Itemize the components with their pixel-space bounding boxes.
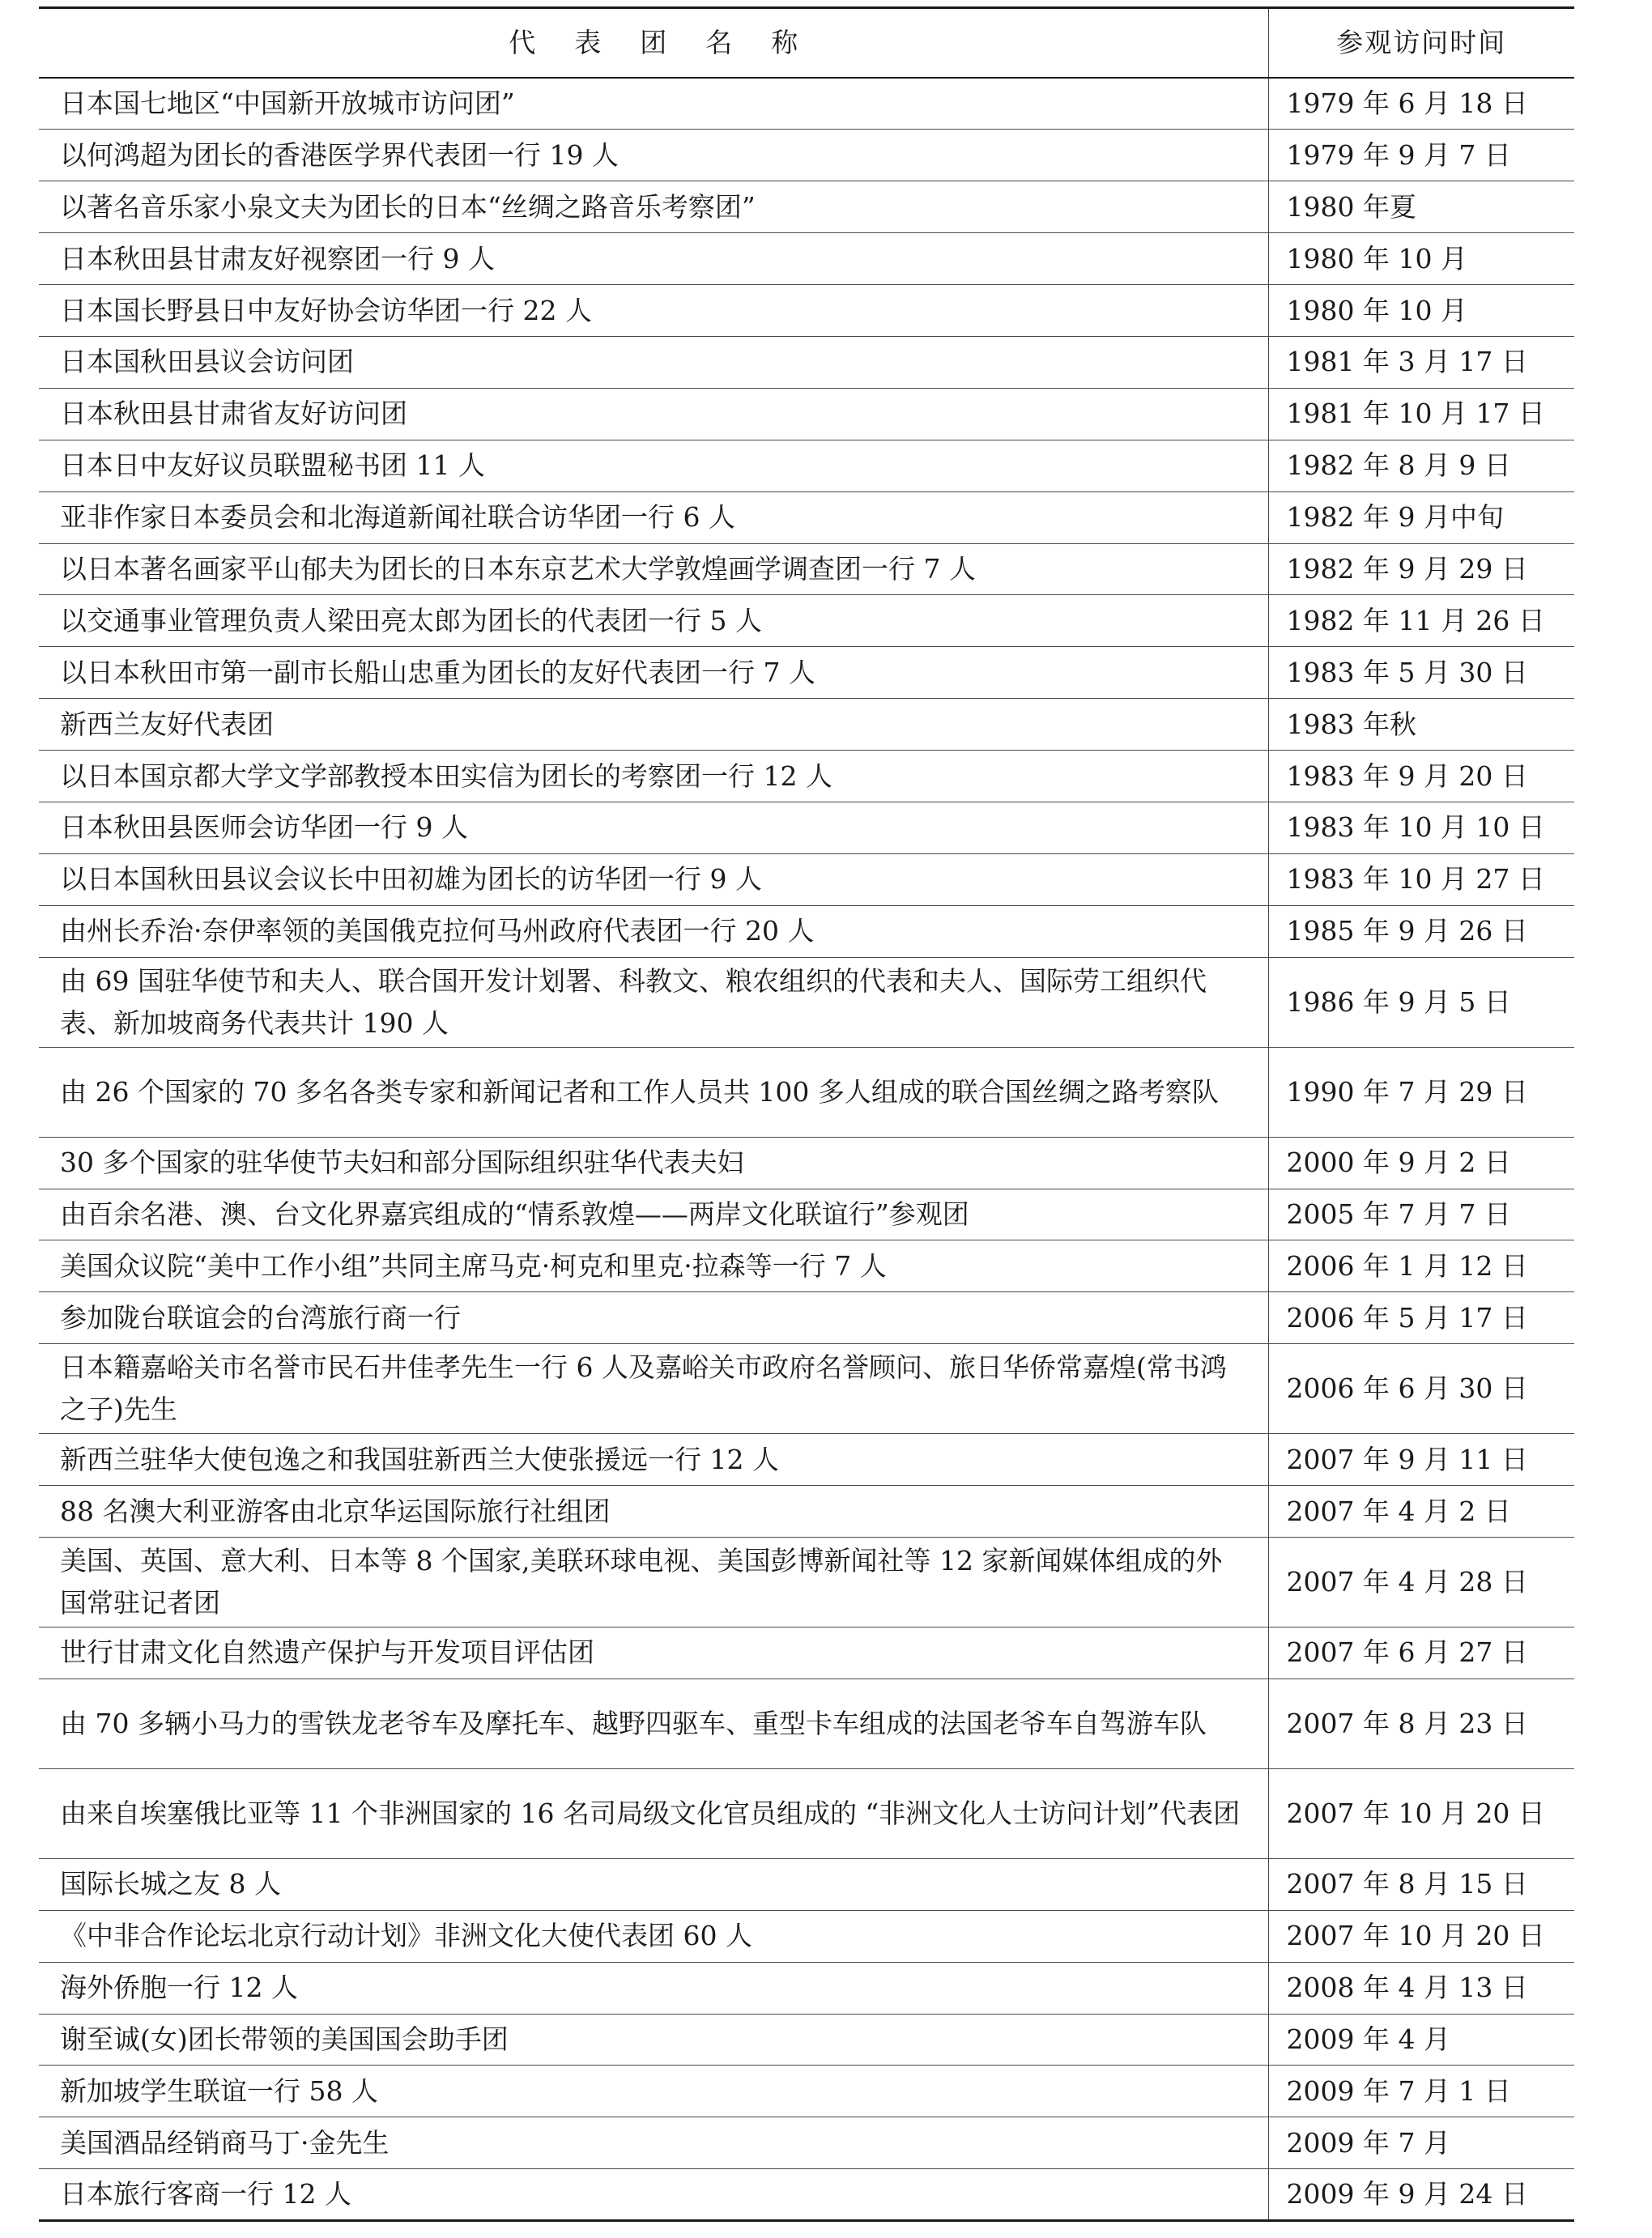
visit-date-cell: 1982 年 11 月 26 日 xyxy=(1286,604,1545,636)
visit-date-cell: 1980 年 10 月 xyxy=(1286,294,1467,326)
visit-date-cell: 1985 年 9 月 26 日 xyxy=(1286,915,1528,947)
delegation-name-cell: 由 70 多辆小马力的雪铁龙老爷车及摩托车、越野四驱车、重型卡车组成的法国老爷车自驾游车队 xyxy=(39,1678,1268,1768)
visit-date-cell: 2007 年 10 月 20 日 xyxy=(1286,1920,1545,1952)
visit-date-cell: 1979 年 6 月 18 日 xyxy=(1286,87,1528,120)
delegation-name-cell: 世行甘肃文化自然遗产保护与开发项目评估团 xyxy=(39,1627,1268,1678)
delegation-name-cell: 新西兰友好代表团 xyxy=(39,699,1268,751)
table-row xyxy=(39,802,1574,853)
table-row xyxy=(39,1537,1574,1627)
visit-date-cell: 1980 年 10 月 xyxy=(1286,242,1467,274)
table-row xyxy=(39,1678,1574,1768)
delegation-name-cell: 以日本国京都大学文学部教授本田实信为团长的考察团一行 12 人 xyxy=(39,751,1268,802)
visit-date-cell: 1983 年秋 xyxy=(1286,708,1416,740)
visit-date-cell: 2007 年 9 月 11 日 xyxy=(1286,1443,1528,1475)
table-row xyxy=(39,130,1574,181)
delegation-name-cell: 日本秋田县医师会访华团一行 9 人 xyxy=(39,802,1268,853)
delegation-name-cell: 日本旅行客商一行 12 人 xyxy=(39,2169,1268,2221)
delegation-name-cell: 美国众议院“美中工作小组”共同主席马克·柯克和里克·拉森等一行 7 人 xyxy=(39,1240,1268,1292)
table-row xyxy=(39,336,1574,388)
visit-date-cell: 2000 年 9 月 2 日 xyxy=(1286,1147,1511,1179)
table-row xyxy=(39,388,1574,440)
visit-date-cell: 2007 年 10 月 20 日 xyxy=(1286,1797,1545,1829)
visit-date-cell: 2006 年 1 月 12 日 xyxy=(1286,1249,1528,1282)
visit-date-cell: 1981 年 3 月 17 日 xyxy=(1286,346,1528,378)
visit-date-cell: 1980 年夏 xyxy=(1286,190,1416,223)
table-row xyxy=(39,543,1574,595)
delegation-name-cell: 由 69 国驻华使节和夫人、联合国开发计划署、科教文、粮农组织的代表和夫人、国际劳工组织代表、新加坡商务代表共计 190 人 xyxy=(39,957,1268,1047)
visit-date-cell: 1986 年 9 月 5 日 xyxy=(1286,985,1511,1018)
document-page xyxy=(39,6,1574,2222)
visit-date-cell: 2009 年 4 月 xyxy=(1286,2023,1450,2055)
table-row xyxy=(39,905,1574,957)
delegation-name-cell: 新西兰驻华大使包逸之和我国驻新西兰大使张援远一行 12 人 xyxy=(39,1434,1268,1486)
delegation-name-cell: 国际长城之友 8 人 xyxy=(39,1858,1268,1910)
visit-date-cell: 1983 年 10 月 27 日 xyxy=(1286,863,1545,896)
table-row xyxy=(39,1768,1574,1858)
visit-date-cell: 1983 年 9 月 20 日 xyxy=(1286,759,1528,792)
table-row xyxy=(39,2117,1574,2169)
visit-date-cell: 2009 年 7 月 1 日 xyxy=(1286,2074,1511,2107)
delegation-name-cell: 谢至诚(女)团长带领的美国国会助手团 xyxy=(39,2014,1268,2066)
visit-date-cell: 1983 年 5 月 30 日 xyxy=(1286,656,1528,688)
table-row xyxy=(39,699,1574,751)
visit-date-cell: 1982 年 9 月 29 日 xyxy=(1286,552,1528,585)
delegation-name-cell: 以交通事业管理负责人梁田亮太郎为团长的代表团一行 5 人 xyxy=(39,595,1268,647)
delegation-table xyxy=(39,6,1574,2222)
visit-date-cell: 2009 年 9 月 24 日 xyxy=(1286,2178,1528,2210)
table-row xyxy=(39,957,1574,1047)
delegation-name-cell: 30 多个国家的驻华使节夫妇和部分国际组织驻华代表夫妇 xyxy=(39,1137,1268,1189)
table-row xyxy=(39,78,1574,130)
table-row xyxy=(39,751,1574,802)
table-row xyxy=(39,1240,1574,1292)
visit-date-cell: 2008 年 4 月 13 日 xyxy=(1286,1972,1528,2004)
table-row xyxy=(39,1486,1574,1538)
delegation-name-cell: 《中非合作论坛北京行动计划》非洲文化大使代表团 60 人 xyxy=(39,1910,1268,1962)
delegation-name-cell: 日本国七地区“中国新开放城市访问团” xyxy=(39,78,1268,130)
visit-date-cell: 1982 年 9 月中旬 xyxy=(1286,501,1504,534)
delegation-name-cell: 由 26 个国家的 70 多名各类专家和新闻记者和工作人员共 100 多人组成的联合国丝绸之路考察队 xyxy=(39,1047,1268,1137)
visit-date-cell: 2005 年 7 月 7 日 xyxy=(1286,1198,1511,1230)
delegation-name-cell: 日本国秋田县议会访问团 xyxy=(39,336,1268,388)
table-row xyxy=(39,2014,1574,2066)
table-row xyxy=(39,595,1574,647)
visit-date-cell: 2007 年 8 月 15 日 xyxy=(1286,1868,1528,1900)
delegation-name-cell: 亚非作家日本委员会和北海道新闻社联合访华团一行 6 人 xyxy=(39,491,1268,543)
header-visit-time: 参观访问时间 xyxy=(1336,27,1507,58)
header-delegation-name: 代表团名称 xyxy=(39,8,1268,79)
visit-date-cell: 2006 年 6 月 30 日 xyxy=(1286,1372,1528,1405)
table-row xyxy=(39,647,1574,699)
delegation-name-cell: 海外侨胞一行 12 人 xyxy=(39,1962,1268,2014)
table-row xyxy=(39,1627,1574,1678)
delegation-name-cell: 以著名音乐家小泉文夫为团长的日本“丝绸之路音乐考察团” xyxy=(39,181,1268,233)
table-row xyxy=(39,1047,1574,1137)
delegation-name-cell: 以日本国秋田县议会议长中田初雄为团长的访华团一行 9 人 xyxy=(39,853,1268,905)
visit-date-cell: 1990 年 7 月 29 日 xyxy=(1286,1075,1528,1108)
visit-date-cell: 1982 年 8 月 9 日 xyxy=(1286,449,1511,482)
visit-date-cell: 2007 年 6 月 27 日 xyxy=(1286,1636,1528,1669)
table-row xyxy=(39,181,1574,233)
delegation-name-cell: 日本日中友好议员联盟秘书团 11 人 xyxy=(39,440,1268,491)
table-row xyxy=(39,1344,1574,1434)
delegation-name-cell: 日本秋田县甘肃友好视察团一行 9 人 xyxy=(39,233,1268,285)
delegation-name-cell: 以何鸿超为团长的香港医学界代表团一行 19 人 xyxy=(39,130,1268,181)
visit-date-cell: 2009 年 7 月 xyxy=(1286,2126,1450,2159)
table-row xyxy=(39,2169,1574,2221)
table-row xyxy=(39,285,1574,337)
visit-date-cell: 2007 年 8 月 23 日 xyxy=(1286,1707,1528,1739)
table-row xyxy=(39,1858,1574,1910)
visit-date-cell: 2007 年 4 月 2 日 xyxy=(1286,1495,1511,1527)
delegation-name-cell: 以日本秋田市第一副市长船山忠重为团长的友好代表团一行 7 人 xyxy=(39,647,1268,699)
delegation-name-cell: 参加陇台联谊会的台湾旅行商一行 xyxy=(39,1292,1268,1344)
table-row xyxy=(39,233,1574,285)
delegation-name-cell: 日本籍嘉峪关市名誉市民石井佳孝先生一行 6 人及嘉峪关市政府名誉顾问、旅日华侨常嘉煌(常书鸿之子)先生 xyxy=(39,1344,1268,1434)
table-header xyxy=(39,8,1574,79)
delegation-name-cell: 由来自埃塞俄比亚等 11 个非洲国家的 16 名司局级文化官员组成的 “非洲文化人士访问计划”代表团 xyxy=(39,1768,1268,1858)
table-row xyxy=(39,2066,1574,2117)
delegation-name-cell: 88 名澳大利亚游客由北京华运国际旅行社组团 xyxy=(39,1486,1268,1538)
table-row xyxy=(39,1292,1574,1344)
table-row xyxy=(39,853,1574,905)
table-row xyxy=(39,440,1574,491)
header-row xyxy=(39,8,1574,79)
delegation-name-cell: 由百余名港、澳、台文化界嘉宾组成的“情系敦煌——两岸文化联谊行”参观团 xyxy=(39,1189,1268,1240)
visit-date-cell: 1979 年 9 月 7 日 xyxy=(1286,138,1511,171)
table-row xyxy=(39,1910,1574,1962)
table-row xyxy=(39,1434,1574,1486)
visit-date-cell: 2006 年 5 月 17 日 xyxy=(1286,1301,1528,1334)
visit-date-cell: 1983 年 10 月 10 日 xyxy=(1286,811,1545,844)
delegation-name-cell: 由州长乔治·奈伊率领的美国俄克拉何马州政府代表团一行 20 人 xyxy=(39,905,1268,957)
visit-date-cell: 1981 年 10 月 17 日 xyxy=(1286,398,1545,430)
delegation-name-cell: 日本秋田县甘肃省友好访问团 xyxy=(39,388,1268,440)
visit-date-cell: 2007 年 4 月 28 日 xyxy=(1286,1565,1528,1598)
table-row xyxy=(39,1189,1574,1240)
table-row xyxy=(39,1962,1574,2014)
table-row xyxy=(39,1137,1574,1189)
table-row xyxy=(39,491,1574,543)
delegation-name-cell: 以日本著名画家平山郁夫为团长的日本东京艺术大学敦煌画学调查团一行 7 人 xyxy=(39,543,1268,595)
table-body xyxy=(39,78,1574,2221)
delegation-name-cell: 美国酒品经销商马丁·金先生 xyxy=(39,2117,1268,2169)
delegation-name-cell: 新加坡学生联谊一行 58 人 xyxy=(39,2066,1268,2117)
delegation-name-cell: 日本国长野县日中友好协会访华团一行 22 人 xyxy=(39,285,1268,337)
delegation-name-cell: 美国、英国、意大利、日本等 8 个国家,美联环球电视、美国彭博新闻社等 12 家新闻媒体组成的外国常驻记者团 xyxy=(39,1537,1268,1627)
